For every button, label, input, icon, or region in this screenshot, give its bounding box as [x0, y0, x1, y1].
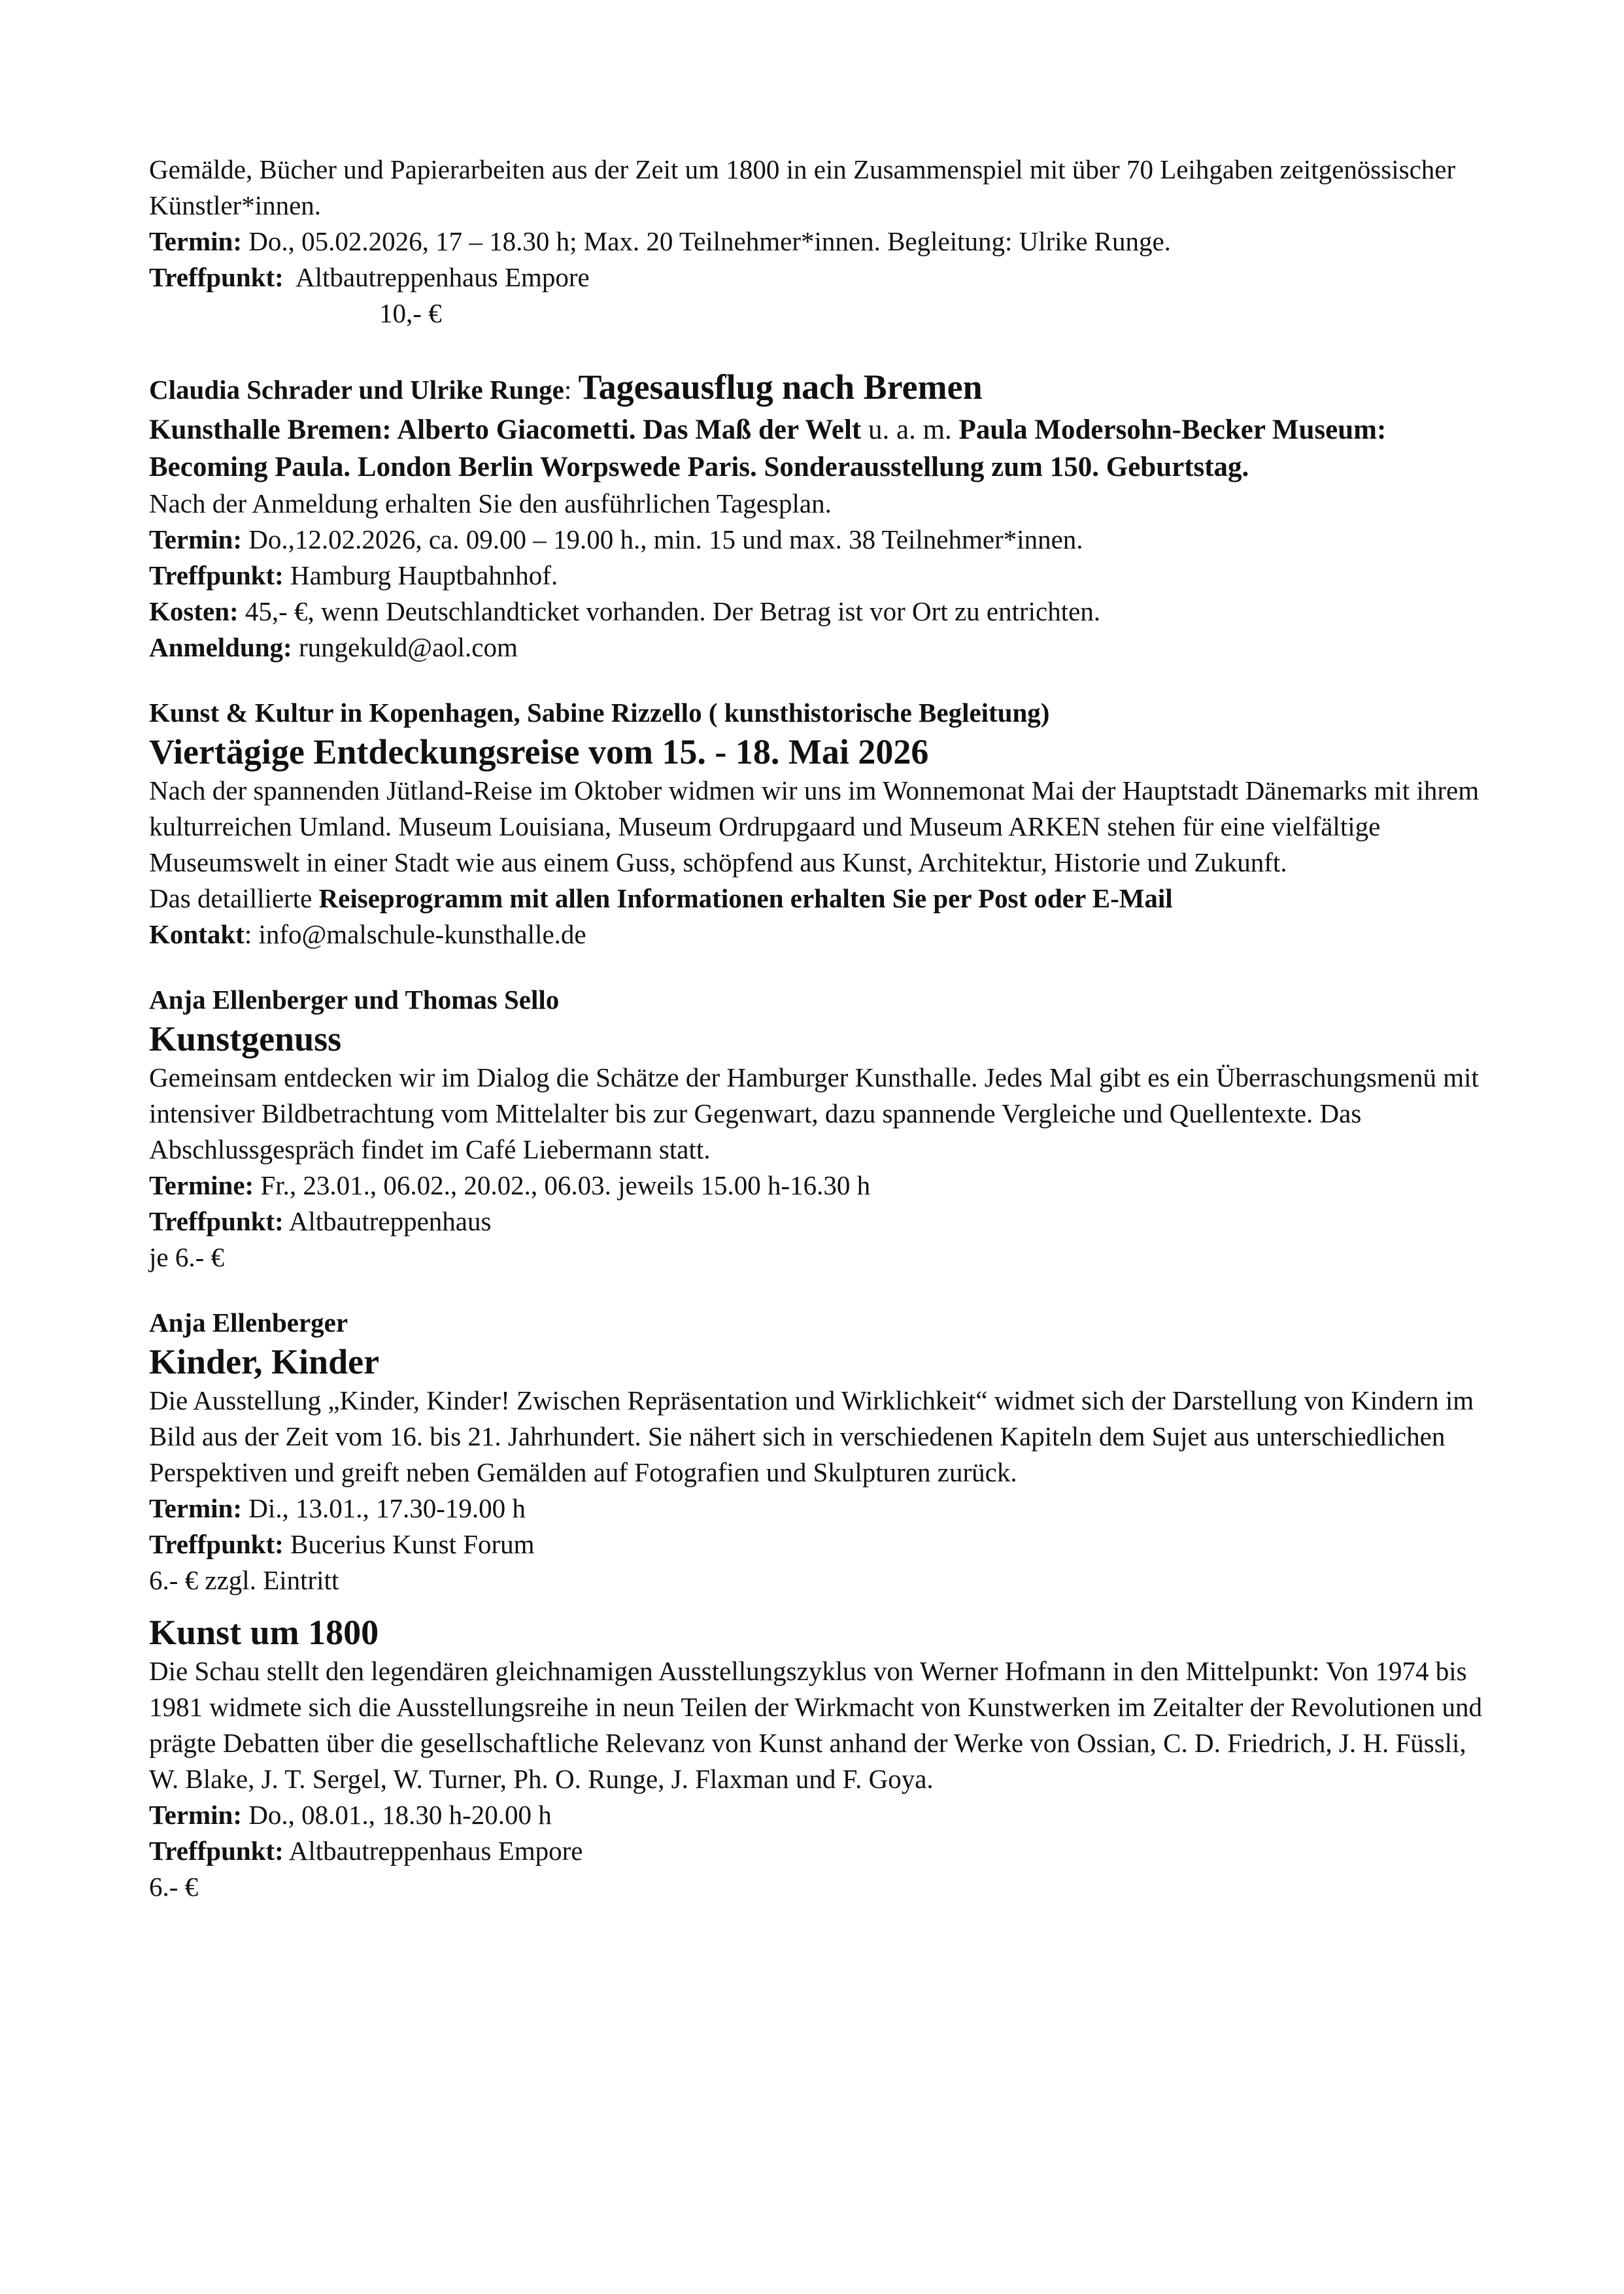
- kinder-termin: [149, 1491, 1496, 1527]
- kopenhagen-title: Viertägige Entdeckungsreise vom 15. - 18. Mai 2026: [149, 732, 929, 771]
- program-bold: Reiseprogramm mit allen Informationen erhalten Sie per Post oder E-Mail: [318, 883, 1173, 913]
- program-plain: Das detaillierte: [149, 883, 319, 913]
- termin-value: Di., 13.01., 17.30-19.00 h: [241, 1493, 526, 1523]
- treffpunkt-label: Treffpunkt:: [149, 1836, 284, 1866]
- kunst1800-termin: [149, 1797, 1496, 1833]
- intro-section: [149, 152, 1496, 331]
- treffpunkt-value: Altbautreppenhaus Empore: [283, 1836, 583, 1866]
- kunstgenuss-title: Kunstgenuss: [149, 1019, 342, 1058]
- kopenhagen-header: Kunst & Kultur in Kopenhagen, Sabine Rizzello ( kunsthistorische Begleitung): [149, 698, 1050, 728]
- kontakt-label: Kontakt: [149, 919, 245, 949]
- kopenhagen-text: Nach der spannenden Jütland-Reise im Oktober widmen wir uns im Wonnemonat Mai der Hauptstadt Dänemarks mit ihrem kulturreichen Umland. Museum Louisiana, Museum Ordrupgaard und Museum ARKEN stehen für eine vielfältige Museumswelt in einer Stadt wie aus einem Guss, schöpfend aus Kunst, Architektur, Historie und Zukunft.: [149, 775, 1480, 877]
- bremen-title: Tagesausflug nach Bremen: [578, 367, 983, 407]
- intro-treffpunkt: [149, 260, 1496, 295]
- treffpunkt-value: Hamburg Hauptbahnhof.: [283, 560, 558, 590]
- termin-value: Fr., 23.01., 06.02., 20.02., 06.03. jeweils 15.00 h-16.30 h: [254, 1170, 871, 1200]
- treffpunkt-label: Treffpunkt:: [149, 1529, 284, 1559]
- bremen-authors: Claudia Schrader und Ulrike Runge: [149, 375, 564, 405]
- bremen-section: [149, 365, 1496, 666]
- bremen-subtitle: [149, 411, 1496, 486]
- termin-label: Termin:: [149, 226, 242, 256]
- bremen-sub-plain: u. a. m.: [861, 414, 959, 445]
- kosten-value: 45,- €, wenn Deutschlandticket vorhanden. Der Betrag ist vor Ort zu entrichten.: [238, 596, 1101, 626]
- kunstgenuss-termin: [149, 1168, 1496, 1204]
- kinder-section: [149, 1304, 1496, 1598]
- anmeldung-email[interactable]: rungekuld@aol.com: [292, 632, 518, 662]
- treffpunkt-label: Treffpunkt:: [149, 560, 284, 590]
- treffpunkt-value: Altbautreppenhaus: [283, 1206, 492, 1236]
- bremen-anmeldung: [149, 630, 1496, 666]
- kinder-price: 6.- € zzgl. Eintritt: [149, 1565, 339, 1595]
- treffpunkt-label: Treffpunkt:: [149, 1206, 284, 1236]
- kunst1800-section: [149, 1611, 1496, 1905]
- termin-label: Termin:: [149, 1493, 242, 1523]
- kunst1800-title: Kunst um 1800: [149, 1613, 379, 1652]
- termin-label: Termin:: [149, 1800, 242, 1830]
- kinder-text: Die Ausstellung „Kinder, Kinder! Zwischen Repräsentation und Wirklichkeit“ widmet sich der Darstellung von Kindern im Bild aus der Zeit vom 16. bis 21. Jahrhundert. Sie nähert sich in verschiedenen Kapiteln dem Sujet aus unterschiedlichen Perspektiven und greift neben Gemälden auf Fotografien und Skulpturen zurück.: [149, 1385, 1474, 1487]
- termin-value: Do.,12.02.2026, ca. 09.00 – 19.00 h., min. 15 und max. 38 Teilnehmer*innen.: [241, 524, 1083, 554]
- kopenhagen-kontakt: [149, 917, 1496, 953]
- intro-termin: [149, 224, 1496, 260]
- termin-value: Do., 08.01., 18.30 h-20.00 h: [241, 1800, 552, 1830]
- intro-text: Gemälde, Bücher und Papierarbeiten aus der Zeit um 1800 in ein Zusammenspiel mit über 70 Leihgaben zeitgenössischer Künstler*innen.: [149, 154, 1456, 220]
- kinder-authors: Anja Ellenberger: [149, 1307, 348, 1338]
- kunstgenuss-treffpunkt: [149, 1204, 1496, 1240]
- termin-label: Termin:: [149, 524, 242, 554]
- intro-price: 10,- €: [379, 298, 442, 328]
- kinder-title: Kinder, Kinder: [149, 1342, 380, 1381]
- kopenhagen-program: [149, 881, 1496, 917]
- kunstgenuss-authors: Anja Ellenberger und Thomas Sello: [149, 985, 560, 1015]
- kunstgenuss-section: [149, 981, 1496, 1275]
- bremen-note: Nach der Anmeldung erhalten Sie den ausführlichen Tagesplan.: [149, 488, 832, 518]
- treffpunkt-label: Treffpunkt:: [149, 262, 284, 292]
- bremen-treffpunkt: [149, 558, 1496, 594]
- kontakt-email[interactable]: : info@malschule-kunsthalle.de: [244, 919, 586, 949]
- kosten-label: Kosten:: [149, 596, 239, 626]
- kunst1800-treffpunkt: [149, 1833, 1496, 1869]
- bremen-heading: [149, 365, 1496, 411]
- bremen-sub-a: Kunsthalle Bremen: Alberto Giacometti. Das Maß der Welt: [149, 414, 862, 445]
- treffpunkt-value: Bucerius Kunst Forum: [283, 1529, 535, 1559]
- kunstgenuss-text: Gemeinsam entdecken wir im Dialog die Schätze der Hamburger Kunsthalle. Jedes Mal gibt es ein Überraschungsmenü mit intensiver Bildbetrachtung vom Mittelalter bis zur Gegenwart, dazu spannende Vergleiche und Quellentexte. Das Abschlussgespräch findet im Café Liebermann statt.: [149, 1062, 1479, 1164]
- termin-label: Termine:: [149, 1170, 254, 1200]
- anmeldung-label: Anmeldung:: [149, 632, 292, 662]
- bremen-termin: [149, 522, 1496, 558]
- kunst1800-text: Die Schau stellt den legendären gleichnamigen Ausstellungszyklus von Werner Hofmann in den Mittelpunkt: Von 1974 bis 1981 widmete sich die Ausstellungsreihe in neun Teilen der Wirkmacht von Kunstwerken im Zeitalter der Revolutionen und prägte Debatten über die gesellschaftliche Relevanz von Kunst anhand der Werke von Ossian, C. D. Friedrich, J. H. Füssli, W. Blake, J. T. Sergel, W. Turner, Ph. O. Runge, J. Flaxman und F. Goya.: [149, 1656, 1482, 1794]
- bremen-kosten: [149, 594, 1496, 630]
- bremen-sep: :: [564, 375, 579, 405]
- treffpunkt-value: Altbautreppenhaus Empore: [283, 262, 590, 292]
- bremen-sub-b: Paula Modersohn-Becker Museum: Becoming Paula. London Berlin Worpswede Paris. Sonderausstellung zum 150. Geburtstag.: [149, 414, 1387, 482]
- kopenhagen-section: [149, 694, 1496, 953]
- kunst1800-price: 6.- €: [149, 1872, 199, 1902]
- termin-value: Do., 05.02.2026, 17 – 18.30 h; Max. 20 Teilnehmer*innen. Begleitung: Ulrike Runge.: [241, 226, 1171, 256]
- kunstgenuss-price: je 6.- €: [149, 1242, 224, 1272]
- document-page: [149, 152, 1496, 1905]
- kinder-treffpunkt: [149, 1527, 1496, 1562]
